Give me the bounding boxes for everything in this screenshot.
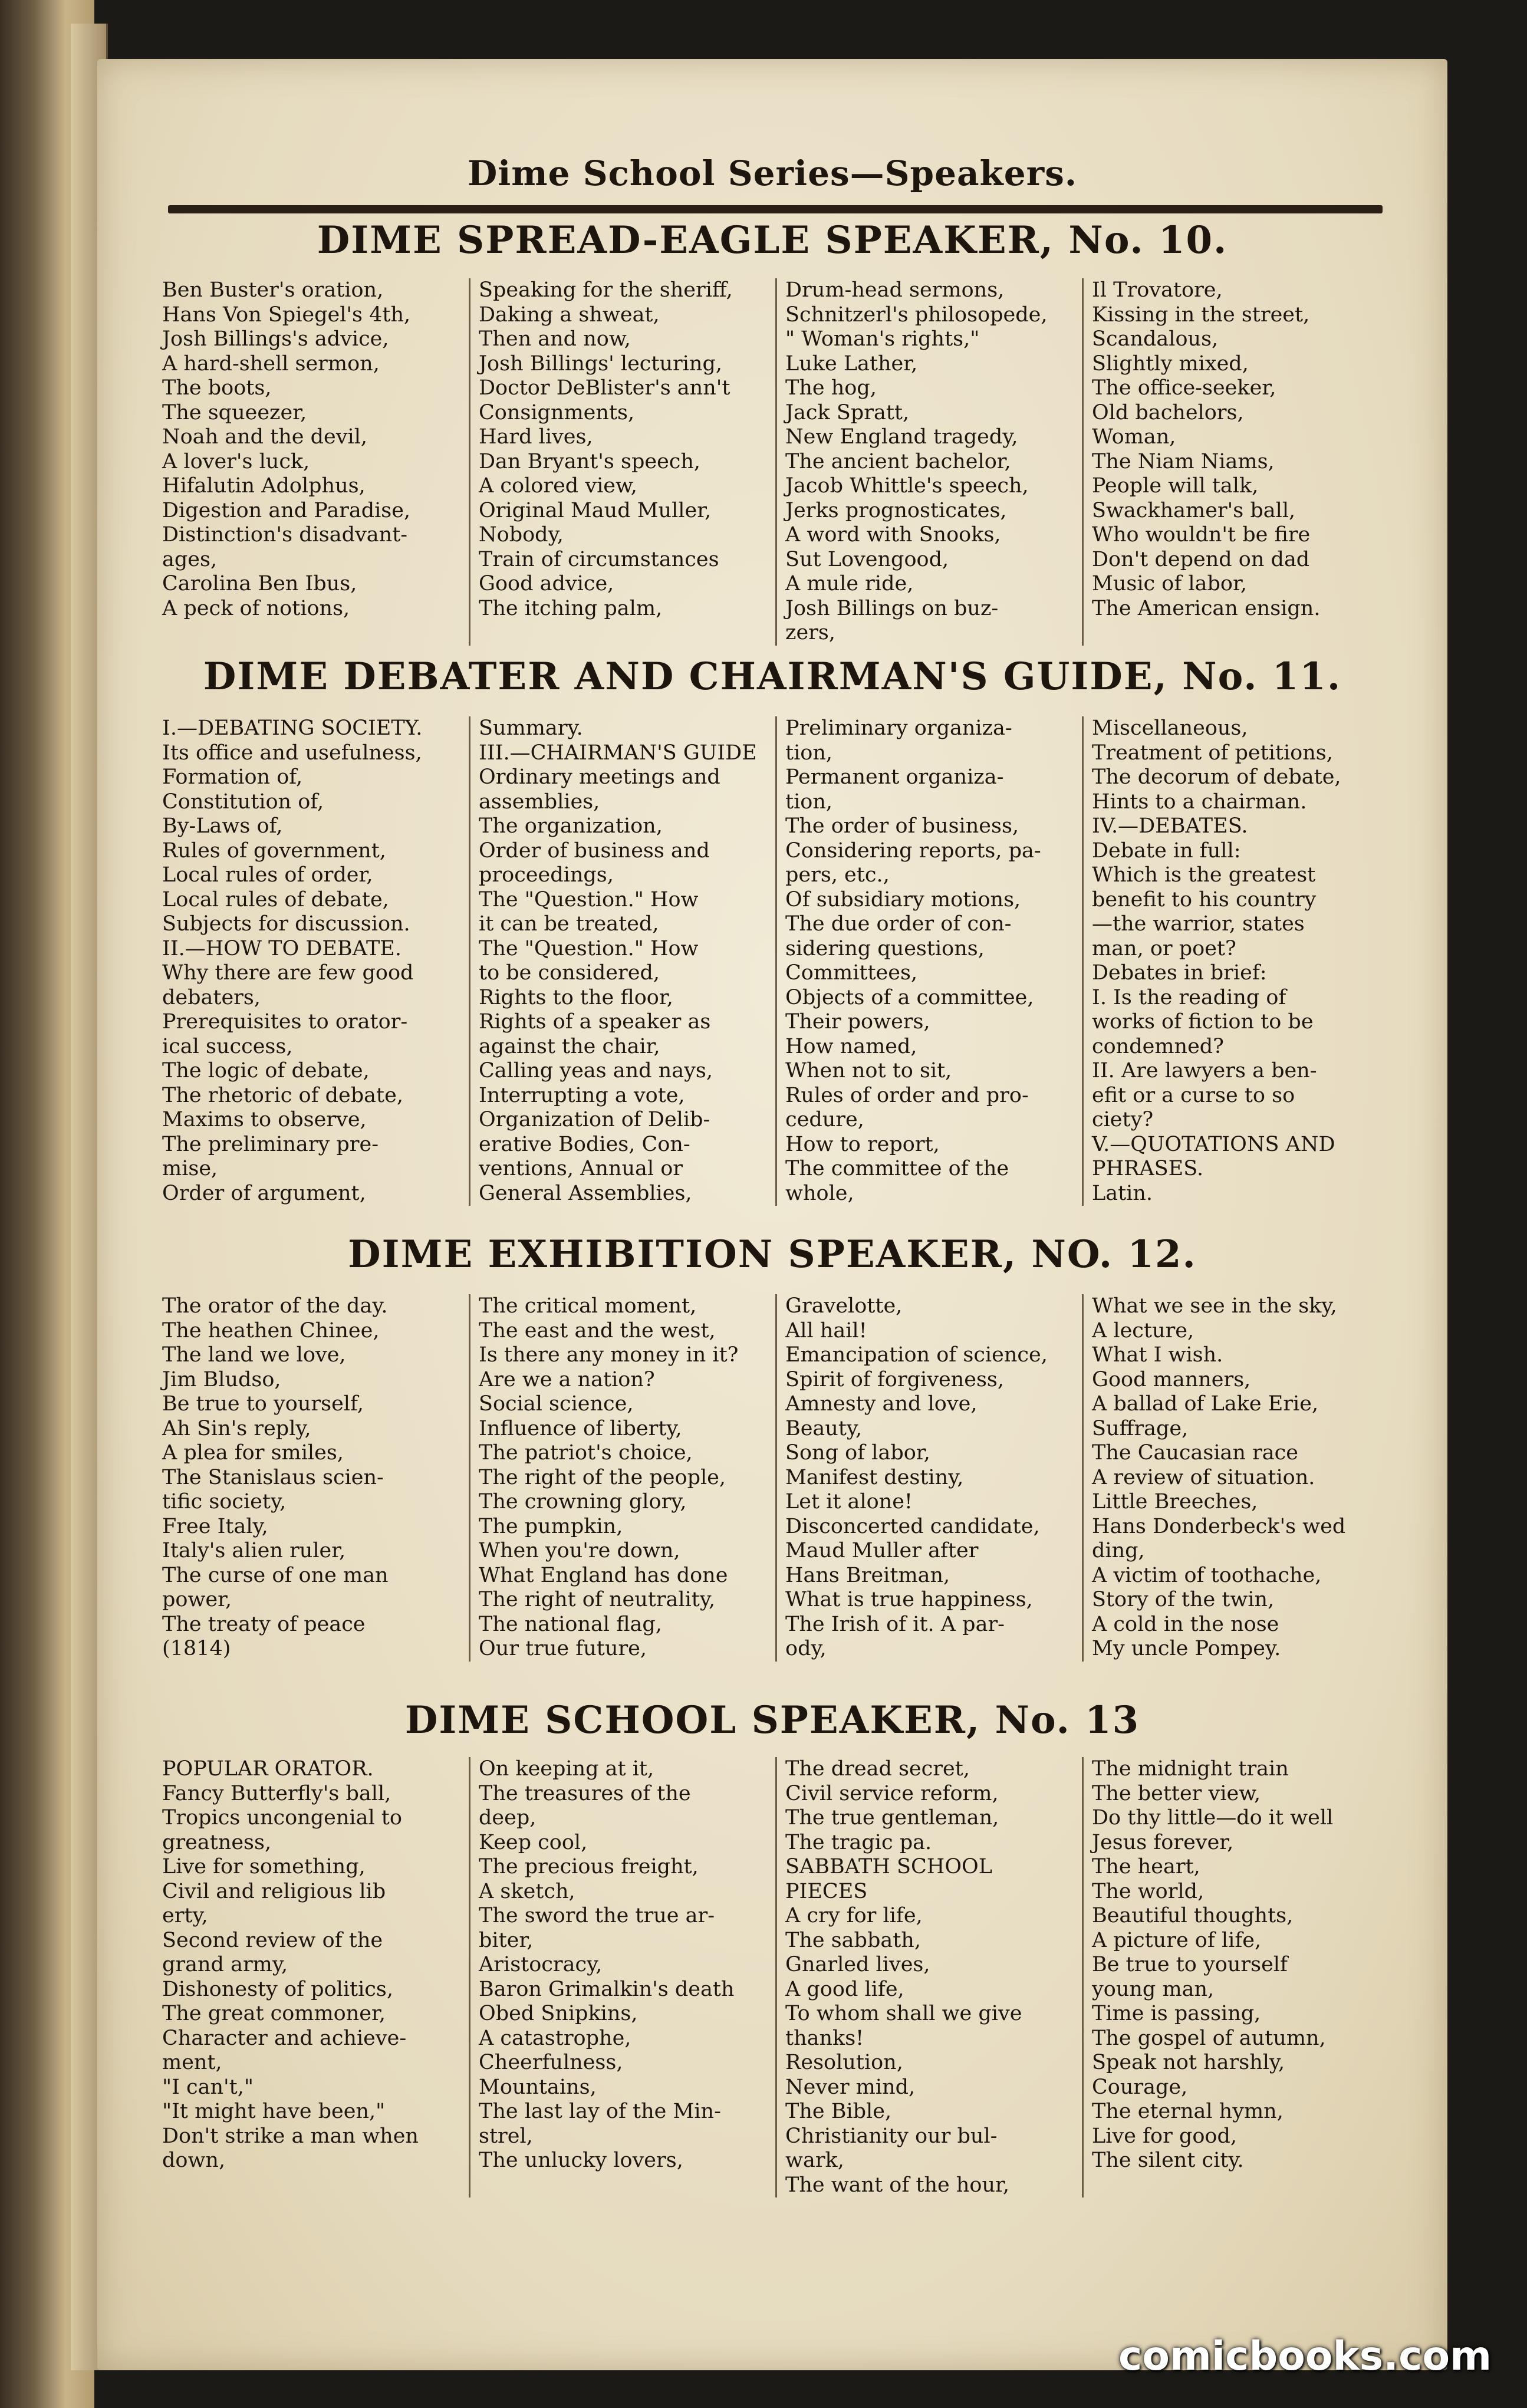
column: Gravelotte, All hail! Emancipation of science, Spirit of forgiveness, Amnesty and love, Beauty, Song of labor, Manifest destiny, Let it alone! Disconcerted candidate, Maud Muller after Hans Breitman, What is true happiness, The Irish of it. A par- ody, xyxy=(775,1294,1082,1662)
section-no10-columns xyxy=(162,278,1388,646)
site-watermark: comicbooks.com xyxy=(1118,2333,1492,2380)
heavy-rule xyxy=(168,205,1383,213)
column: Summary. III.—CHAIRMAN'S GUIDE Ordinary meetings and assemblies, The organization, Order of business and proceedings, The "Question." How it can be treated, The "Question." How to be considered, Rights to the floor, Rights of a speaker as against the chair, Calling yeas and nays, Interrupting a vote, Organization of Delib- erative Bodies, Con- ventions, Annual or General Assemblies, xyxy=(469,716,775,1206)
column: Miscellaneous, Treatment of petitions, The decorum of debate, Hints to a chairman. IV.—DEBATES. Debate in full: Which is the greatest benefit to his country —the warrior, states man, or poet? Debates in brief: I. Is the reading of works of fiction to be condemned? II. Are lawyers a ben- efit or a curse to so ciety? V.—QUOTATIONS AND PHRASES. Latin. xyxy=(1082,716,1388,1206)
section-title-no12: DIME EXHIBITION SPEAKER, NO. 12. xyxy=(348,1232,1197,1277)
section-no12-columns xyxy=(162,1294,1388,1662)
section-title-no13: DIME SCHOOL SPEAKER, No. 13 xyxy=(404,1698,1140,1742)
column: On keeping at it, The treasures of the deep, Keep cool, The precious freight, A sketch, The sword the true ar- biter, Aristocracy, Baron Grimalkin's death Obed Snipkins, A catastrophe, Cheerfulness, Mountains, The last lay of the Min- strel, The unlucky lovers, xyxy=(469,1757,775,2198)
section-no11-columns xyxy=(162,716,1388,1206)
column: What we see in the sky, A lecture, What I wish. Good manners, A ballad of Lake Erie, Suffrage, The Caucasian race A review of situation. Little Breeches, Hans Donderbeck's wed ding, A victim of toothache, Story of the twin, A cold in the nose My uncle Pompey. xyxy=(1082,1294,1388,1662)
column: The orator of the day. The heathen Chinee, The land we love, Jim Bludso, Be true to yourself, Ah Sin's reply, A plea for smiles, The Stanislaus scien- tific society, Free Italy, Italy's alien ruler, The curse of one man power, The treaty of peace (1814) xyxy=(162,1294,389,1660)
column: Ben Buster's oration, Hans Von Spiegel's 4th, Josh Billings's advice, A hard-shell sermon, The boots, The squeezer, Noah and the devil, A lover's luck, Hifalutin Adolphus, Digestion and Paradise, Distinction's disadvant- ages, Carolina Ben Ibus, A peck of notions, xyxy=(162,278,411,620)
column: The dread secret, Civil service reform, The true gentleman, The tragic pa. SABBATH SCHOOL PIECES A cry for life, The sabbath, Gnarled lives, A good life, To whom shall we give thanks! Resolution, Never mind, The Bible, Christianity our bul- wark, The want of the hour, xyxy=(775,1757,1082,2198)
column: Il Trovatore, Kissing in the street, Scandalous, Slightly mixed, The office-seeker, Old bachelors, Woman, The Niam Niams, People will talk, Swackhamer's ball, Who wouldn't be fire Don't depend on dad Music of labor, The American ensign. xyxy=(1082,278,1388,646)
column: Drum-head sermons, Schnitzerl's philosopede, " Woman's rights," Luke Lather, The hog, Jack Spratt, New England tragedy, The ancient bachelor, Jacob Whittle's speech, Jerks prognosticates, A word with Snooks, Sut Lovengood, A mule ride, Josh Billings on buz- zers, xyxy=(775,278,1082,646)
column: Preliminary organiza- tion, Permanent organiza- tion, The order of business, Considering reports, pa- pers, etc., Of subsidiary motions, The due order of con- sidering questions, Committees, Objects of a committee, Their powers, How named, When not to sit, Rules of order and pro- cedure, How to report, The committee of the whole, xyxy=(775,716,1082,1206)
section-no13-columns xyxy=(162,1757,1388,2198)
column: I.—DEBATING SOCIETY. Its office and usefulness, Formation of, Constitution of, By-Laws of, Rules of government, Local rules of order, Local rules of debate, Subjects for discussion. II.—HOW TO DEBATE. Why there are few good debaters, Prerequisites to orator- ical success, The logic of debate, The rhetoric of debate, Maxims to observe, The preliminary pre- mise, Order of argument, xyxy=(162,716,423,1205)
column: POPULAR ORATOR. Fancy Butterfly's ball, Tropics uncongenial to greatness, Live for something, Civil and religious lib erty, Second review of the grand army, Dishonesty of politics, The great commoner, Character and achieve- ment, "I can't," "It might have been," Don't strike a man when down, xyxy=(162,1757,419,2172)
running-head: Dime School Series—Speakers. xyxy=(467,153,1078,193)
column: The critical moment, The east and the west, Is there any money in it? Are we a nation? Social science, Influence of liberty, The patriot's choice, The right of the people, The crowning glory, The pumpkin, When you're down, What England has done The right of neutrality, The national flag, Our true future, xyxy=(469,1294,775,1662)
column: The midnight train The better view, Do thy little—do it well Jesus forever, The heart, The world, Beautiful thoughts, A picture of life, Be true to yourself young man, Time is passing, The gospel of autumn, Speak not harshly, Courage, The eternal hymn, Live for good, The silent city. xyxy=(1082,1757,1388,2198)
book-page xyxy=(97,59,1447,2370)
section-title-no10: DIME SPREAD-EAGLE SPEAKER, No. 10. xyxy=(317,218,1228,262)
column: Speaking for the sheriff, Daking a shweat, Then and now, Josh Billings' lecturing, Doctor DeBlister's ann't Consignments, Hard lives, Dan Bryant's speech, A colored view, Original Maud Muller, Nobody, Train of circumstances Good advice, The itching palm, xyxy=(469,278,775,646)
section-title-no11: DIME DEBATER AND CHAIRMAN'S GUIDE, No. 11. xyxy=(203,654,1342,699)
